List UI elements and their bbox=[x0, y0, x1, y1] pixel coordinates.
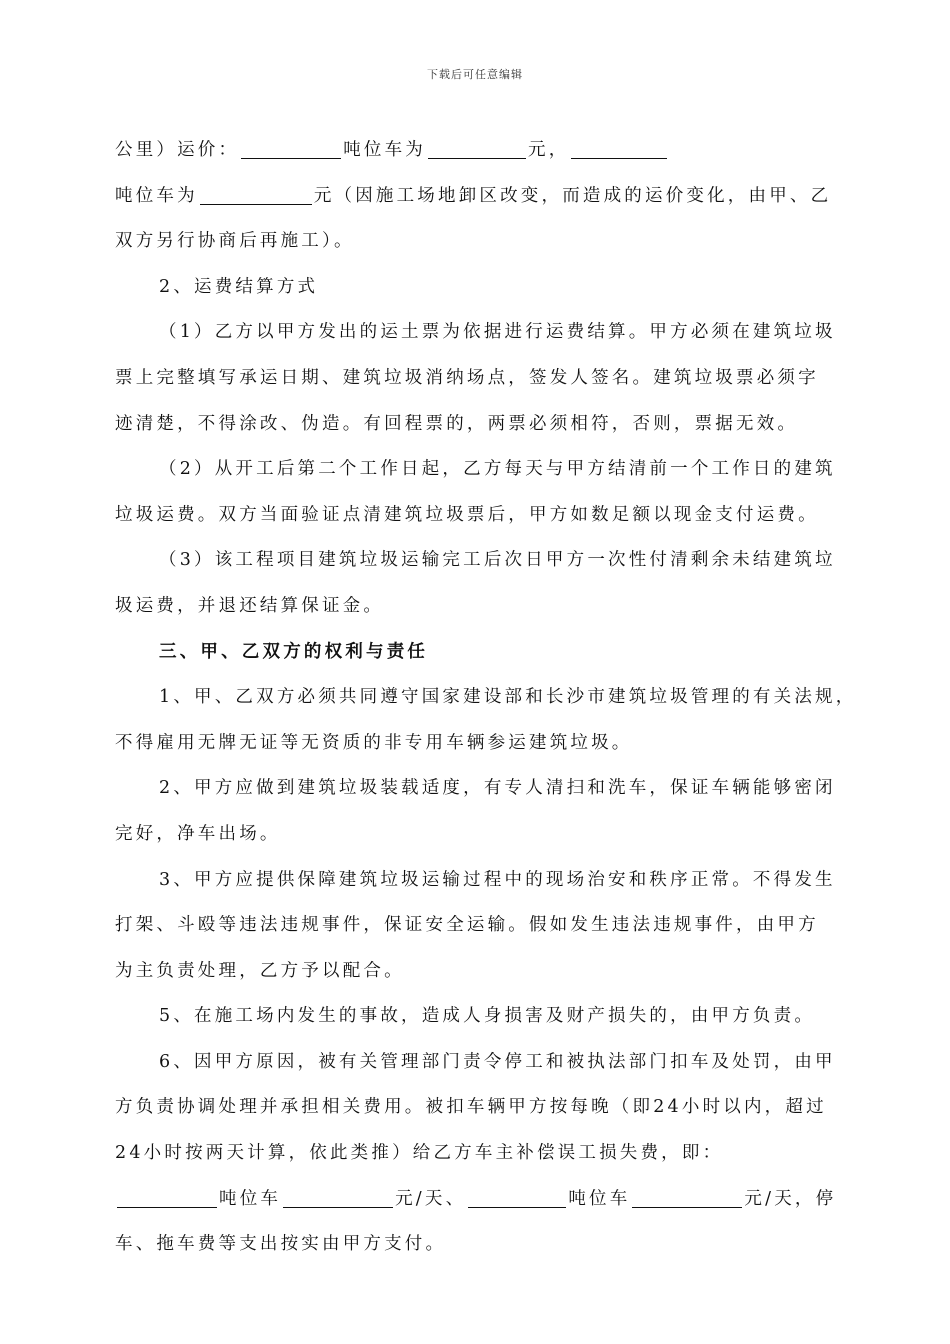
fill-blank bbox=[200, 184, 312, 204]
fill-blank bbox=[117, 1187, 217, 1207]
text-fragment: 吨位车为 bbox=[115, 185, 198, 206]
fill-blank bbox=[468, 1187, 566, 1207]
text-line bbox=[115, 1177, 845, 1223]
text-line: 圾运费，并退还结算保证金。 bbox=[115, 595, 385, 616]
text-line: 24小时按两天计算，依此类推）给乙方车主补偿误工损失费，即： bbox=[115, 1143, 724, 1164]
text-line: 2、甲方应做到建筑垃圾装载适度，有专人清扫和洗车，保证车辆能够密闭 bbox=[159, 778, 836, 799]
text-fragment: 吨位车 bbox=[219, 1188, 282, 1209]
text-line: 打架、斗殴等违法违规事件，保证安全运输。假如发生违法违规事件，由甲方 bbox=[115, 915, 819, 936]
text-line: 车、拖车费等支出按实由甲方支付。 bbox=[115, 1234, 447, 1255]
section-heading: 三、甲、乙双方的权利与责任 bbox=[159, 641, 429, 662]
text-line: 垃圾运费。双方当面验证点清建筑垃圾票后，甲方如数足额以现金支付运费。 bbox=[115, 504, 819, 525]
text-line: 1、甲、乙双方必须共同遵守国家建设部和长沙市建筑垃圾管理的有关法规， bbox=[159, 687, 857, 708]
text-fragment: 吨位车为 bbox=[343, 140, 427, 160]
text-line: 方负责协调处理并承担相关费用。被扣车辆甲方按每晚（即24小时以内，超过 bbox=[115, 1097, 827, 1118]
fill-blank bbox=[241, 139, 341, 159]
text-line: 双方另行协商后再施工）。 bbox=[115, 231, 355, 252]
document-body bbox=[115, 128, 857, 1268]
text-line: 5、在施工场内发生的事故，造成人身损害及财产损失的，由甲方负责。 bbox=[159, 1006, 816, 1027]
page-header: 下载后可任意编辑 bbox=[427, 68, 523, 81]
text-line bbox=[115, 128, 845, 174]
text-fragment: 吨位车 bbox=[568, 1188, 631, 1209]
text-fragment: 元/天，停 bbox=[744, 1188, 837, 1209]
text-line: 不得雇用无牌无证等无资质的非专用车辆参运建筑垃圾。 bbox=[115, 732, 633, 753]
text-line: 票上完整填写承运日期、建筑垃圾消纳场点，签发人签名。建筑垃圾票必须字 bbox=[115, 367, 819, 388]
text-line: （3）该工程项目建筑垃圾运输完工后次日甲方一次性付清剩余未结建筑垃 bbox=[159, 550, 836, 571]
text-line: 完好，净车出场。 bbox=[115, 823, 281, 844]
text-fragment: 元（因施工场地卸区改变，而造成的运价变化，由甲、乙 bbox=[313, 185, 832, 206]
text-line: 为主负责处理，乙方予以配合。 bbox=[115, 960, 405, 981]
text-line: 迹清楚，不得涂改、伪造。有回程票的，两票必须相符，否则，票据无效。 bbox=[115, 413, 799, 434]
text-line: 6、因甲方原因，被有关管理部门责令停工和被执法部门扣车及处罚，由甲 bbox=[159, 1051, 836, 1072]
fill-blank bbox=[428, 139, 526, 159]
fill-blank bbox=[571, 139, 667, 159]
text-line: （2）从开工后第二个工作日起，乙方每天与甲方结清前一个工作日的建筑 bbox=[159, 459, 836, 480]
section-subtitle: 2、运费结算方式 bbox=[159, 276, 319, 297]
text-line: （1）乙方以甲方发出的运土票为依据进行运费结算。甲方必须在建筑垃圾 bbox=[159, 322, 836, 343]
text-line: 3、甲方应提供保障建筑垃圾运输过程中的现场治安和秩序正常。不得发生 bbox=[159, 869, 836, 890]
text-line bbox=[115, 174, 845, 220]
text-fragment: 公里）运价： bbox=[115, 140, 240, 160]
fill-blank bbox=[632, 1187, 742, 1207]
text-fragment: 元/天、 bbox=[395, 1188, 467, 1209]
fill-blank bbox=[283, 1187, 393, 1207]
text-fragment: 元， bbox=[528, 140, 570, 160]
